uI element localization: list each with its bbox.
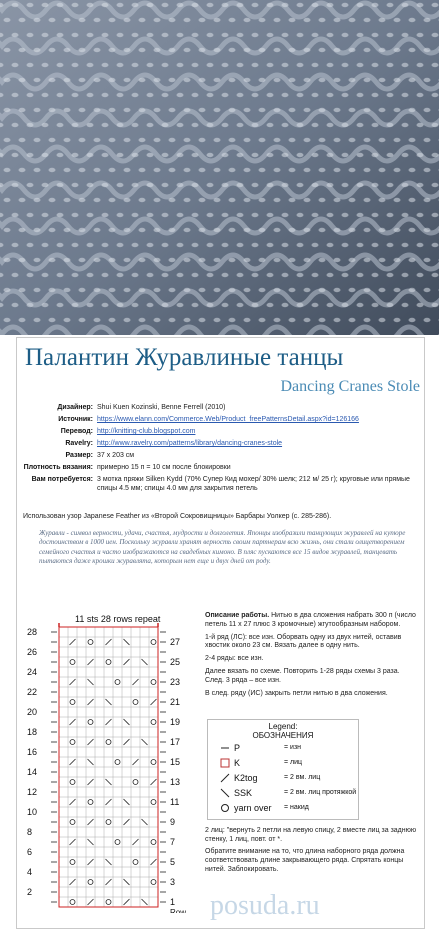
page-subtitle: Dancing Cranes Stole — [280, 378, 420, 395]
yarn-over-mark — [70, 660, 75, 665]
yarn-over-mark — [133, 700, 138, 705]
yarn-over-mark — [151, 800, 156, 805]
k2tog-mark — [88, 779, 94, 785]
yarn-over-mark — [70, 900, 75, 905]
info-row — [23, 415, 423, 424]
row-number-left: 28 — [27, 627, 38, 637]
source-note: Использован узор Japanese Feather из «Второй Сокровищницы» Барбары Уолкер (с. 285-286). — [23, 513, 332, 520]
yarn-over-mark — [133, 780, 138, 785]
info-label: Дизайнер: — [57, 404, 93, 411]
watermark: posuda.ru — [210, 890, 320, 921]
info-row — [23, 439, 423, 448]
chart-grid — [59, 627, 158, 907]
k2tog-mark — [124, 659, 130, 665]
k2tog-mark — [70, 799, 76, 805]
yarn-over-mark — [151, 640, 156, 645]
row-number-right: 1 — [170, 897, 176, 907]
row-word: Row — [170, 908, 187, 913]
crane-quote: Журавли - символ верности, удачи, счастья, мудрости и долголетия. Японцы изобразили танцующих журавлей на купюре достоинством в 1000 иен. Поскольку журавли хранят верность своим партнерам всю жизнь, они стали олицетворением семейного счастья и часто изображаются на свадебных кимоно. В пляс пускаются все 15 видов журавлей, танцевать пытаются даже крошки журавлята, которым нет еще и двух дней от роду. — [39, 529, 406, 566]
info-row — [23, 403, 423, 412]
info-row — [23, 463, 423, 472]
yarn-over-mark — [151, 680, 156, 685]
legend-meaning: = накид — [284, 804, 309, 811]
repeat-label: 11 sts 28 rows repeat — [75, 614, 161, 624]
legend-meaning: = лиц — [284, 759, 303, 766]
legend-row — [208, 800, 358, 815]
yarn-over-mark — [70, 820, 75, 825]
k2tog-mark — [70, 879, 76, 885]
legend-row — [208, 770, 358, 785]
info-value — [97, 427, 423, 436]
row-number-right: 27 — [170, 637, 181, 647]
yarn-over-mark — [133, 860, 138, 865]
legend-symbol-name: SSK — [234, 787, 253, 798]
ssk-mark — [142, 739, 148, 745]
info-table — [23, 403, 423, 496]
info-link[interactable]: http://www.ravelry.com/patterns/library/dancing-cranes-stole — [97, 440, 283, 447]
yarn-over-mark — [151, 760, 156, 765]
row-number-left: 24 — [27, 667, 38, 677]
description-paragraph: Описание работы. Нитью в два сложения набрать 300 п (число петель 11 х 27 плюс 3 кромочные) жгутообразным набором. — [205, 612, 416, 628]
k2tog-mark — [124, 739, 130, 745]
info-value — [97, 415, 423, 424]
ssk-mark — [124, 879, 130, 885]
ssk-mark — [124, 799, 130, 805]
legend-symbol-name: K — [234, 757, 241, 768]
info-value — [97, 439, 423, 448]
yarn-over-mark — [115, 840, 120, 845]
pattern-sheet — [16, 337, 425, 929]
row-number-right: 11 — [170, 797, 180, 807]
legend-box — [207, 719, 359, 820]
yarn-over-mark — [70, 860, 75, 865]
k2tog-mark — [106, 719, 112, 725]
info-label: Размер: — [65, 452, 93, 459]
k2tog-mark — [151, 859, 157, 865]
k2tog-mark — [88, 899, 94, 905]
ssk-mark — [88, 759, 94, 765]
row-number-right: 13 — [170, 777, 181, 787]
description-paragraph: В след. ряду (ИС) закрыть петли нитью в два сложения. — [205, 689, 388, 697]
k2tog-mark — [124, 819, 130, 825]
k2tog-mark — [106, 879, 112, 885]
ssk-icon — [218, 788, 232, 798]
info-label: Вам потребуется: — [31, 476, 93, 483]
row-number-left: 8 — [27, 827, 33, 837]
k2tog-mark — [88, 699, 94, 705]
row-number-right: 9 — [170, 817, 176, 827]
description-paragraph: Далее вязать по схеме. Повторить 1-28 ряды схемы 3 раза. След. 3 ряда – все изн. — [205, 667, 400, 684]
info-link[interactable]: https://www.elann.com/Commerce.Web/Product_freePatternsDetail.aspx?id=126166 — [97, 416, 359, 423]
legend-meaning: = 2 вм. лиц протяжкой — [284, 789, 357, 796]
info-label: Перевод: — [60, 428, 93, 435]
k2tog-mark — [106, 639, 112, 645]
footer-notes — [205, 826, 420, 877]
info-label: Плотность вязания: — [23, 464, 93, 471]
ssk-mark — [88, 679, 94, 685]
row-number-right: 3 — [170, 877, 176, 887]
yarn-over-mark — [88, 880, 93, 885]
row-number-left: 14 — [27, 767, 38, 777]
k2tog-mark — [151, 779, 157, 785]
row-number-left: 2 — [27, 887, 33, 897]
row-number-left: 12 — [27, 787, 38, 797]
lace-photo — [0, 0, 439, 335]
row-number-left: 6 — [27, 847, 33, 857]
info-row — [23, 427, 423, 436]
row-number-left: 4 — [27, 867, 33, 877]
yarn-over-mark — [88, 640, 93, 645]
knitting-chart — [25, 623, 203, 918]
row-number-right: 25 — [170, 657, 181, 667]
ssk-mark — [106, 779, 112, 785]
ssk-mark — [106, 699, 112, 705]
knit-icon — [218, 758, 232, 768]
yarn-over-mark — [106, 900, 111, 905]
row-number-left: 22 — [27, 687, 38, 697]
legend-row — [208, 740, 358, 755]
row-number-left: 26 — [27, 647, 38, 657]
row-number-left: 10 — [27, 807, 38, 817]
yarn-over-mark — [88, 800, 93, 805]
k2tog-mark — [88, 659, 94, 665]
k2tog-mark — [106, 799, 112, 805]
k2tog-mark — [133, 839, 139, 845]
row-number-right: 15 — [170, 757, 181, 767]
yarn-over-icon — [218, 803, 232, 813]
yarn-over-mark — [151, 880, 156, 885]
k2tog-icon — [218, 773, 232, 783]
row-number-right: 23 — [170, 677, 181, 687]
k2tog-mark — [88, 859, 94, 865]
ssk-mark — [142, 659, 148, 665]
info-link[interactable]: http://knitting-club.blogspot.com — [97, 428, 196, 435]
footer-paragraph: 2 лиц: "вернуть 2 петли на левую спицу, 2 вместе лиц за заднюю стенку, 1 лиц, повт. от *. — [205, 827, 417, 843]
legend-symbol-name: yarn over — [234, 802, 272, 813]
row-number-left: 16 — [27, 747, 38, 757]
legend-meaning: = 2 вм. лиц — [284, 774, 321, 781]
row-number-left: 20 — [27, 707, 38, 717]
ssk-mark — [142, 819, 148, 825]
info-row — [23, 475, 423, 493]
info-value: примерно 15 п = 10 см после блокировки — [97, 464, 231, 471]
yarn-over-mark — [70, 740, 75, 745]
k2tog-mark — [70, 759, 76, 765]
yarn-over-mark — [106, 820, 111, 825]
work-description — [205, 612, 420, 702]
k2tog-mark — [151, 699, 157, 705]
row-number-left: 18 — [27, 727, 38, 737]
info-value: Shui Kuen Kozinski, Benne Ferrell (2010) — [97, 404, 226, 411]
k2tog-mark — [70, 839, 76, 845]
yarn-over-mark — [106, 740, 111, 745]
k2tog-mark — [133, 759, 139, 765]
row-number-right: 7 — [170, 837, 176, 847]
k2tog-mark — [88, 819, 94, 825]
purl-icon — [218, 743, 232, 753]
legend-symbol-name: K2tog — [234, 772, 258, 783]
legend-meaning: = изн — [284, 744, 302, 751]
yarn-over-mark — [70, 780, 75, 785]
ssk-mark — [124, 719, 130, 725]
legend-symbol-name: P — [234, 742, 241, 753]
knitting-chart-svg — [25, 623, 203, 913]
footer-paragraph: Обратите внимание на то, что длина наборного ряда должна соответствовать длине закрывающего ряда. Спрятать концы нитей. Заблокировать. — [205, 848, 405, 873]
ssk-mark — [88, 839, 94, 845]
info-value: 37 x 203 см — [97, 452, 135, 459]
legend-title: Legend: — [268, 722, 298, 731]
info-row — [23, 451, 423, 460]
k2tog-mark — [70, 719, 76, 725]
yarn-over-mark — [70, 700, 75, 705]
yarn-over-mark — [88, 720, 93, 725]
k2tog-mark — [124, 899, 130, 905]
legend-title-ru: ОБОЗНАЧЕНИЯ — [252, 731, 314, 740]
ssk-mark — [106, 859, 112, 865]
yarn-over-mark — [106, 660, 111, 665]
legend-row — [208, 755, 358, 770]
yarn-over-mark — [115, 680, 120, 685]
row-number-right: 17 — [170, 737, 181, 747]
row-number-right: 19 — [170, 717, 181, 727]
k2tog-mark — [133, 679, 139, 685]
legend-row — [208, 785, 358, 800]
row-number-right: 5 — [170, 857, 176, 867]
info-label: Источник: — [58, 416, 93, 423]
yarn-over-mark — [151, 720, 156, 725]
k2tog-mark — [70, 679, 76, 685]
yarn-over-mark — [151, 840, 156, 845]
info-label: Ravelry: — [65, 440, 93, 447]
description-paragraph: 2-4 ряды: все изн. — [205, 655, 264, 663]
ssk-mark — [142, 899, 148, 905]
row-number-right: 21 — [170, 697, 181, 707]
page-title: Палантин Журавлиные танцы — [25, 344, 344, 371]
yarn-over-mark — [115, 760, 120, 765]
k2tog-mark — [70, 639, 76, 645]
ssk-mark — [124, 639, 130, 645]
description-paragraph: 1-й ряд (ЛС): все изн. Оборвать одну из двух нитей, оставив хвостик около 23 см. Вязать далее в одну нить. — [205, 633, 402, 650]
k2tog-mark — [88, 739, 94, 745]
info-value: 3 мотка пряжи Silken Kydd (70% Супер Кид мохер/ 30% шелк; 212 м/ 25 г); круговые или прямые спицы 4.5 мм; спицы 4.0 мм для закрытия петель — [97, 476, 410, 492]
lace-photo-drawing — [0, 0, 439, 335]
